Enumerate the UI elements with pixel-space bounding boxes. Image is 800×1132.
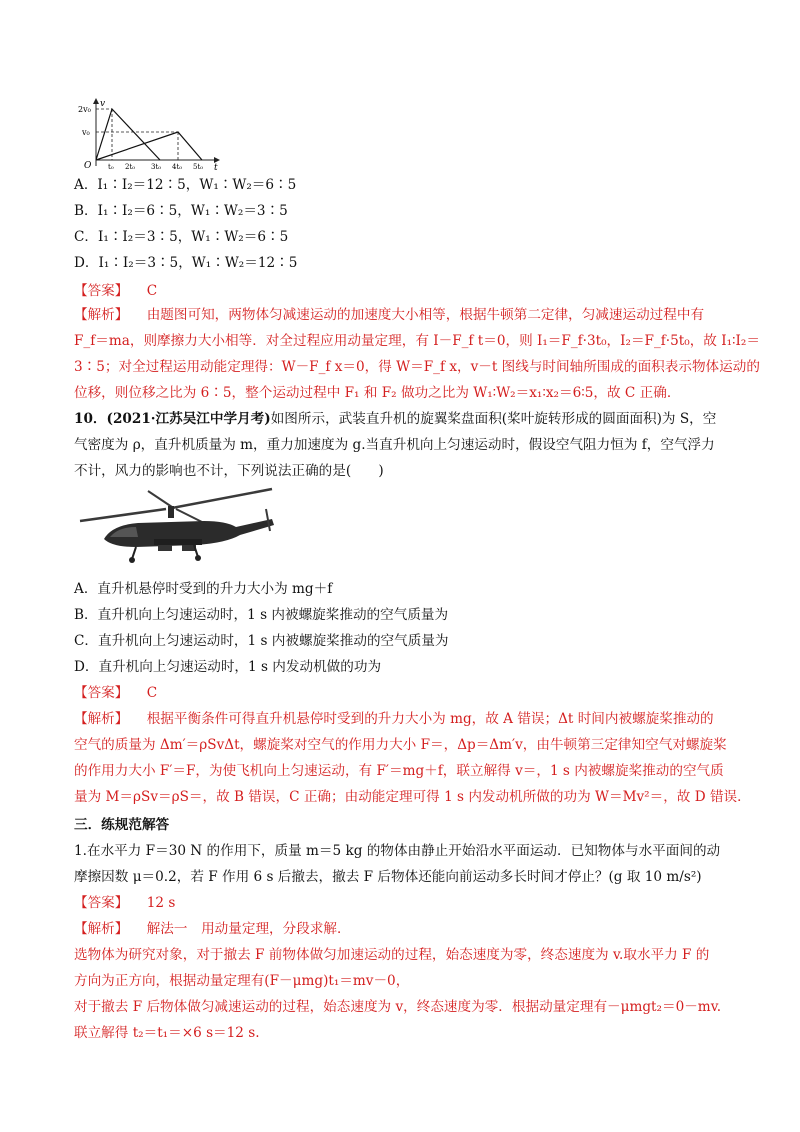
- y-label-2v0: 2v₀: [78, 105, 91, 114]
- q10-analysis-line-2: 空气的质量为 Δm′＝ρSvΔt，螺旋桨对空气的作用力大小 F＝，Δp＝Δm′v，由牛顿第三定律知空气对螺旋桨: [74, 737, 727, 753]
- analysis-tag: 【解析】: [74, 921, 129, 937]
- q9-analysis-line-1: [74, 306, 704, 324]
- q10-stem-line-3: 不计，风力的影响也不计，下列说法正确的是( ): [74, 463, 384, 479]
- q10-option-a: A．直升机悬停时受到的升力大小为 mg＋f: [74, 581, 333, 597]
- q10-option-c: C．直升机向上匀速运动时，1 s 内被螺旋桨推动的空气质量为: [74, 633, 449, 649]
- q1-analysis-line-1: [74, 920, 351, 938]
- q1-stem-line-1: 1.在水平力 F＝30 N 的作用下，质量 m＝5 kg 的物体由静止开始沿水平面运动．已知物体与水平面间的动: [74, 843, 721, 859]
- q10-stem-line-1: [74, 410, 716, 428]
- x-label-t0: t₀: [108, 163, 114, 170]
- q10-answer-line: [74, 684, 157, 702]
- q1-analysis-line-3: 方向为正方向，根据动量定理有(F－μmg)t₁＝mv－0，: [74, 973, 410, 989]
- q10-number: 10．: [74, 411, 107, 427]
- answer-tag: 【答案】: [74, 895, 129, 911]
- analysis-tag: 【解析】: [74, 307, 129, 323]
- q1-analysis-line-2: 选物体为研究对象，对于撤去 F 前物体做匀加速运动的过程，始态速度为零，终态速度为 v.取水平力 F 的: [74, 947, 710, 963]
- origin-label: O: [84, 161, 92, 170]
- answer-tag: 【答案】: [74, 283, 129, 299]
- x-label-3t0: 3t₀: [151, 163, 162, 170]
- q1-analysis-first: 解法一 用动量定理，分段求解．: [146, 921, 351, 937]
- x-axis-label: t: [214, 163, 218, 170]
- q10-answer-value: C: [146, 685, 158, 701]
- q9-option-d: D．I₁∶I₂＝3∶5，W₁∶W₂＝12∶5: [74, 255, 298, 271]
- q1-analysis-line-5: 联立解得 t₂＝t₁＝×6 s＝12 s.: [74, 1025, 260, 1041]
- y-axis-arrow: [93, 98, 99, 104]
- q10-analysis-text: 根据平衡条件可得直升机悬停时受到的升力大小为 mg，故 A 错误；Δt 时间内被螺旋桨推动的: [146, 711, 714, 727]
- q10-source: (2021·江苏吴江中学月考): [106, 411, 271, 427]
- y-axis-label: v: [100, 99, 106, 109]
- q10-stem-text: 如图所示，武装直升机的旋翼桨盘面积(桨叶旋转形成的圆面面积)为 S，空: [270, 411, 717, 427]
- x-label-5t0: 5t₀: [193, 163, 204, 170]
- q9-answer-line: [74, 282, 157, 300]
- analysis-tag: 【解析】: [74, 711, 129, 727]
- q1-answer-line: [74, 894, 175, 912]
- q10-option-d: D．直升机向上匀速运动时，1 s 内发动机做的功为: [74, 659, 382, 675]
- q9-analysis-line-3: 3∶5；对全过程运用动能定理得：W－F_f x＝0，得 W＝F_f x，v－t 图线与时间轴所围成的面积表示物体运动的: [74, 359, 760, 375]
- x-label-2t0: 2t₀: [125, 163, 136, 170]
- q9-analysis-text: 由题图可知，两物体匀减速运动的加速度大小相等，根据牛顿第二定律，匀减速运动过程中有: [146, 307, 705, 323]
- y-label-v0: v₀: [82, 128, 90, 137]
- q10-analysis-line-4: 量为 M＝ρSv＝ρS＝，故 B 错误，C 正确；由动能定理可得 1 s 内发动机所做的功为 W＝Mv²＝，故 D 错误．: [74, 789, 751, 805]
- helicopter-image: [76, 487, 276, 565]
- q1-analysis-line-4: 对于撤去 F 后物体做匀减速运动的过程，始态速度为 v，终态速度为零．根据动量定理有－μmgt₂＝0－mv.: [74, 999, 722, 1015]
- x-label-4t0: 4t₀: [172, 163, 183, 170]
- q10-option-b: B．直升机向上匀速运动时，1 s 内被螺旋桨推动的空气质量为: [74, 607, 449, 623]
- q9-answer-value: C: [146, 283, 158, 299]
- line-object-1: [96, 109, 160, 160]
- q1-stem-line-2: 摩擦因数 μ＝0.2，若 F 作用 6 s 后撤去，撤去 F 后物体还能向前运动多长时间才停止？(g 取 10 m/s²): [74, 869, 702, 885]
- q9-analysis-line-2: F_f＝ma，则摩擦力大小相等．对全过程应用动量定理，有 I－F_f t＝0，则 I₁＝F_f·3t₀，I₂＝F_f·5t₀，故 I₁∶I₂＝: [74, 333, 760, 349]
- section-3-title: 三．练规范解答: [74, 817, 170, 833]
- q9-option-a: A．I₁∶I₂＝12∶5，W₁∶W₂＝6∶5: [74, 177, 297, 193]
- q10-analysis-line-1: [74, 710, 714, 728]
- q10-stem-line-2: 气密度为 ρ，直升机质量为 m，重力加速度为 g.当直升机向上匀速运动时，假设空气阻力恒为 f，空气浮力: [74, 437, 715, 453]
- answer-tag: 【答案】: [74, 685, 129, 701]
- q9-option-b: B．I₁∶I₂＝6∶5，W₁∶W₂＝3∶5: [74, 203, 288, 219]
- q10-analysis-line-3: 的作用力大小 F′＝F，为使飞机向上匀速运动，有 F′＝mg＋f，联立解得 v＝，1 s 内被螺旋桨推动的空气质: [74, 763, 724, 779]
- q9-option-c: C．I₁∶I₂＝3∶5，W₁∶W₂＝6∶5: [74, 229, 289, 245]
- q1-answer-value: 12 s: [146, 895, 176, 911]
- v-t-graph: [78, 98, 228, 170]
- q9-analysis-line-4: 位移，则位移之比为 6∶5，整个运动过程中 F₁ 和 F₂ 做功之比为 W₁∶W₂＝x₁∶x₂＝6∶5，故 C 正确．: [74, 385, 681, 401]
